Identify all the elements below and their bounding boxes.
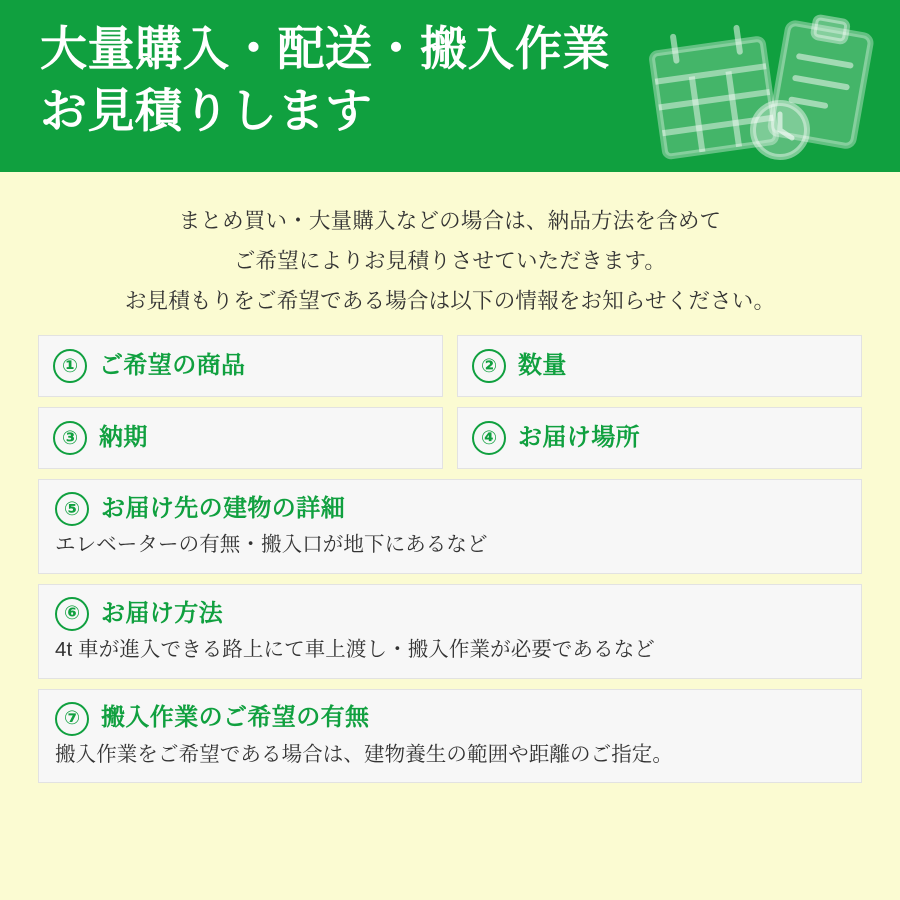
item-number-badge: ② [472, 349, 506, 383]
item-label: お届け場所 [518, 423, 640, 451]
list-item [457, 335, 862, 397]
item-number-badge: ④ [472, 421, 506, 455]
item-label: お届け方法 [101, 599, 223, 627]
item-label: 数量 [518, 351, 567, 379]
item-number-badge: ⑤ [55, 492, 89, 526]
list-item [38, 407, 443, 469]
page-title-line1: 大量購入・配送・搬入作業 [40, 22, 610, 75]
header-banner [0, 0, 900, 172]
item-label: お届け先の建物の詳細 [101, 494, 345, 522]
item-label: 納期 [99, 423, 148, 451]
list-item [38, 335, 443, 397]
item-description: 4t 車が進入できる路上にて車上渡し・搬入作業が必要であるなど [55, 637, 655, 661]
clipboard-calendar-clock-icon [632, 8, 882, 172]
intro-line-1: まとめ買い・大量購入などの場合は、納品方法を含めて [178, 209, 722, 233]
intro-line-3: お見積もりをご希望である場合は以下の情報をお知らせください。 [124, 288, 776, 313]
item-description: 搬入作業をご希望である場合は、建物養生の範囲や距離のご指定。 [55, 742, 673, 766]
list-item [38, 479, 862, 574]
list-item [38, 689, 862, 784]
item-label: ご希望の商品 [99, 351, 246, 379]
item-number-badge: ⑥ [55, 597, 89, 631]
page-title-line2: お見積りします [40, 84, 373, 138]
list-item [457, 407, 862, 469]
item-label: 搬入作業のご希望の有無 [101, 704, 370, 732]
info-item-list [38, 335, 862, 783]
item-number-badge: ① [53, 349, 87, 383]
item-number-badge: ⑦ [55, 702, 89, 736]
content-area [0, 172, 900, 900]
page-title [40, 18, 610, 142]
intro-line-2: ご希望によりお見積りさせていただきます。 [233, 248, 667, 273]
item-number-badge: ③ [53, 421, 87, 455]
item-description: エレベーターの有無・搬入口が地下にあるなど [55, 533, 488, 557]
list-item [38, 584, 862, 679]
bottom-spacer [0, 783, 900, 805]
intro-text [0, 172, 900, 321]
